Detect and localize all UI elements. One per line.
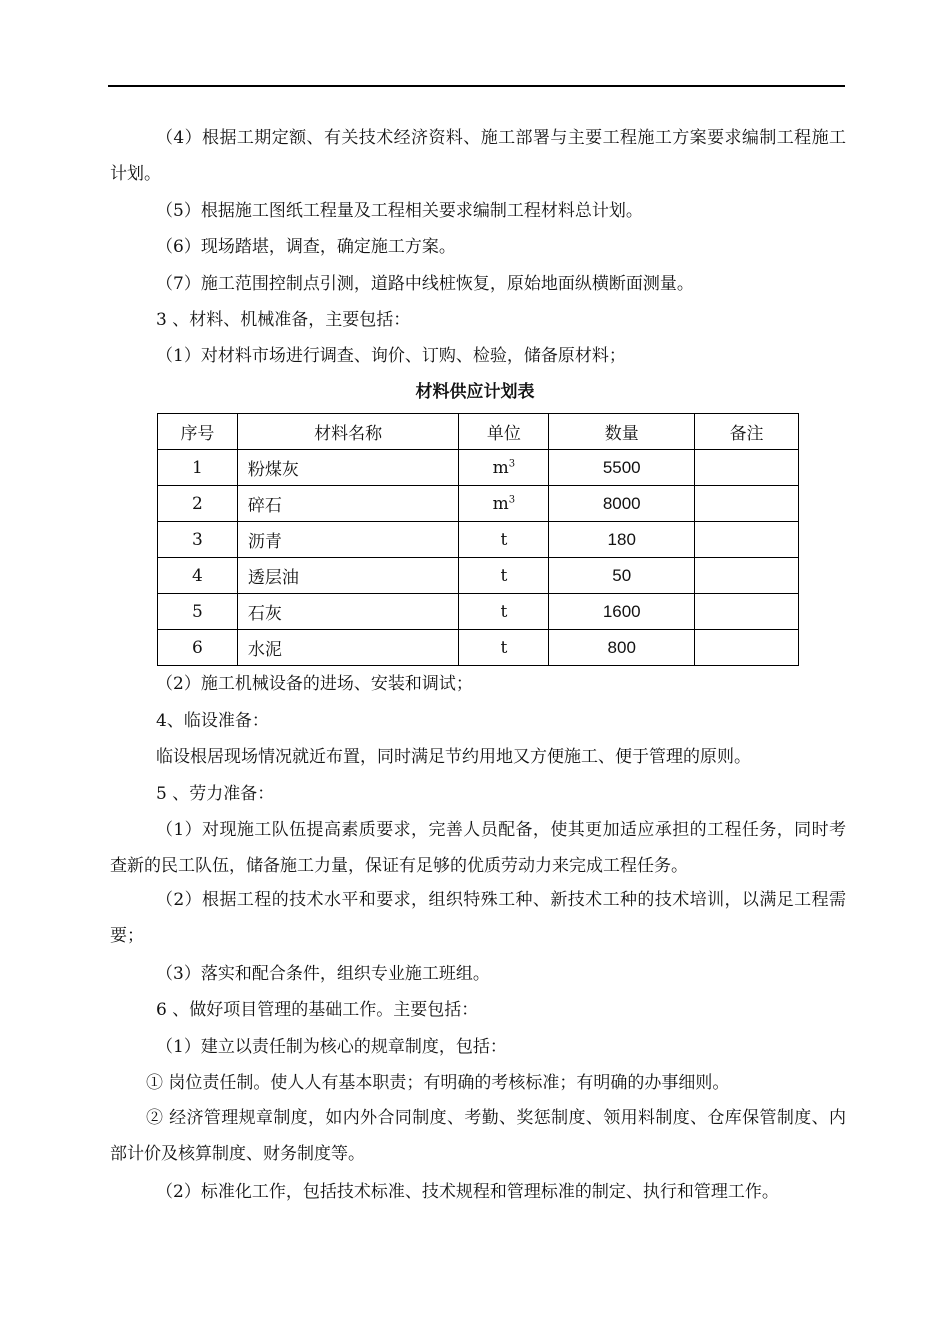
- table-row: [158, 594, 799, 630]
- section-4-body: 临设根居现场情况就近布置，同时满足节约用地又方便施工、便于管理的原则。: [156, 747, 751, 767]
- section-5-item-3: （3）落实和配合条件，组织专业施工班组。: [156, 964, 490, 984]
- cell-name: 粉煤灰: [237, 450, 459, 486]
- cell-name: 水泥: [237, 630, 459, 666]
- cell-no: 3: [158, 522, 238, 558]
- table-row: [158, 522, 799, 558]
- section-4-heading: 4、临设准备：: [156, 711, 269, 731]
- section-6-item-1: （1）建立以责任制为核心的规章制度，包括：: [156, 1037, 507, 1057]
- paragraph-7: （7）施工范围控制点引测，道路中线桩恢复，原始地面纵横断面测量。: [156, 274, 694, 294]
- table-row: [158, 630, 799, 666]
- header-name: 材料名称: [237, 414, 459, 450]
- table-header-row: [158, 414, 799, 450]
- paragraph-4: （4）根据工期定额、有关技术经济资料、施工部署与主要工程施工方案要求编制工程施工计划。: [110, 128, 846, 184]
- cell-unit: t: [459, 630, 549, 666]
- section-3-heading: 3 、材料、机械准备，主要包括：: [156, 310, 411, 330]
- cell-note: [695, 558, 799, 594]
- paragraph-6: （6）现场踏堪，调查，确定施工方案。: [156, 237, 456, 257]
- cell-unit: t: [459, 558, 549, 594]
- cell-note: [695, 594, 799, 630]
- cell-no: 6: [158, 630, 238, 666]
- cell-no: 4: [158, 558, 238, 594]
- cell-no: 2: [158, 486, 238, 522]
- cell-qty: 5500: [549, 450, 695, 486]
- paragraph-5: （5）根据施工图纸工程量及工程相关要求编制工程材料总计划。: [156, 201, 643, 221]
- section-3-item-1: （1）对材料市场进行调查、询价、订购、检验，储备原材料；: [156, 346, 626, 366]
- section-6-subitem-1: ① 岗位责任制。使人人有基本职责；有明确的考核标准；有明确的办事细则。: [146, 1073, 730, 1093]
- section-5-item-1: （1）对现施工队伍提高素质要求，完善人员配备，使其更加适应承担的工程任务，同时考查新的民工队伍，储备施工力量，保证有足够的优质劳动力来完成工程任务。: [110, 820, 846, 876]
- cell-note: [695, 450, 799, 486]
- cell-name: 石灰: [237, 594, 459, 630]
- cell-unit: $m^3$: [459, 450, 549, 486]
- section-6-item-2: （2）标准化工作，包括技术标准、技术规程和管理标准的制定、执行和管理工作。: [156, 1182, 779, 1202]
- cell-unit: t: [459, 594, 549, 630]
- material-supply-table: [157, 413, 799, 666]
- table-row: [158, 486, 799, 522]
- table-title: 材料供应计划表: [415, 382, 535, 402]
- section-3-item-2: （2）施工机械设备的进场、安装和调试；: [156, 674, 473, 694]
- cell-name: 碎石: [237, 486, 459, 522]
- section-5-heading: 5 、劳力准备：: [156, 784, 275, 804]
- cell-qty: 180: [549, 522, 695, 558]
- cell-qty: 50: [549, 558, 695, 594]
- cell-no: 5: [158, 594, 238, 630]
- cell-note: [695, 630, 799, 666]
- cell-unit: t: [459, 522, 549, 558]
- cell-note: [695, 522, 799, 558]
- cell-qty: 1600: [549, 594, 695, 630]
- cell-no: 1: [158, 450, 238, 486]
- cell-qty: 8000: [549, 486, 695, 522]
- section-5-item-2: （2）根据工程的技术水平和要求，组织特殊工种、新技术工种的技术培训，以满足工程需要；: [110, 890, 846, 946]
- table-row: [158, 558, 799, 594]
- header-qty: 数量: [549, 414, 695, 450]
- header-note: 备注: [695, 414, 799, 450]
- header-no: 序号: [158, 414, 238, 450]
- cell-unit: $m^3$: [459, 486, 549, 522]
- cell-note: [695, 486, 799, 522]
- section-6-subitem-2: ② 经济管理规章制度，如内外合同制度、考勤、奖惩制度、领用料制度、仓库保管制度、内部计价及核算制度、财务制度等。: [110, 1108, 846, 1164]
- section-6-heading: 6 、做好项目管理的基础工作。主要包括：: [156, 1000, 479, 1020]
- table-row: [158, 450, 799, 486]
- cell-qty: 800: [549, 630, 695, 666]
- cell-name: 透层油: [237, 558, 459, 594]
- header-rule: [108, 85, 845, 87]
- header-unit: 单位: [459, 414, 549, 450]
- cell-name: 沥青: [237, 522, 459, 558]
